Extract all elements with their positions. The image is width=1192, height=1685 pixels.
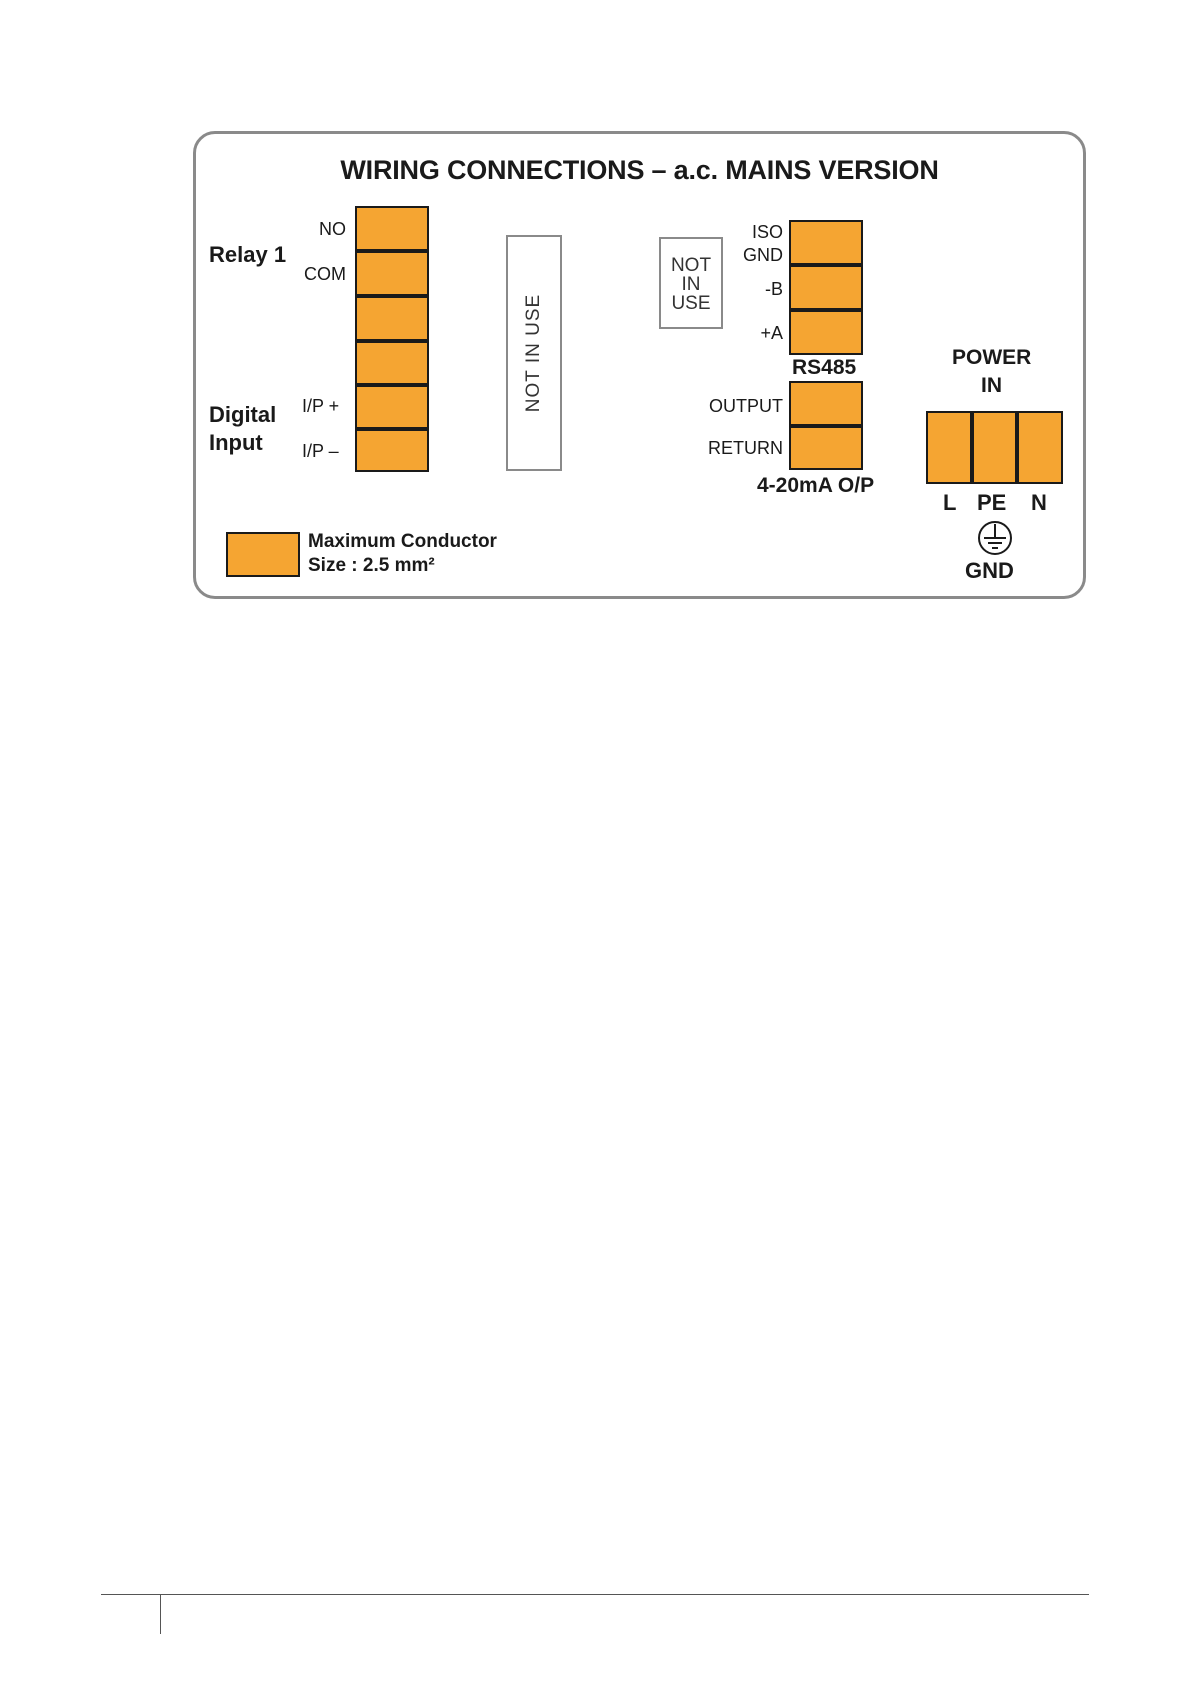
terminal-blank-1 — [355, 296, 429, 341]
terminal-minus-b — [789, 265, 863, 310]
ip-plus-label: I/P + — [302, 396, 340, 416]
terminal-power-pe — [972, 411, 1017, 484]
footer-rule — [101, 1594, 1089, 1595]
power-in-line2: IN — [981, 374, 1002, 397]
power-n-label: N — [1031, 490, 1047, 515]
legend-line1: Maximum Conductor — [308, 531, 497, 552]
relay-no-label: NO — [319, 219, 346, 239]
terminal-iso-gnd — [789, 220, 863, 265]
return-label: RETURN — [708, 438, 783, 458]
plus-a-label: +A — [760, 323, 783, 343]
legend-line2: Size : 2.5 mm² — [308, 555, 435, 576]
terminal-power-n — [1017, 411, 1063, 484]
not-in-use-small-line3: USE — [671, 293, 711, 314]
output-label: OUTPUT — [709, 396, 783, 416]
not-in-use-vertical-text: NOT IN USE — [523, 293, 544, 413]
ip-minus-label: I/P – — [302, 441, 339, 461]
terminal-ip-minus — [355, 429, 429, 472]
not-in-use-small-box — [659, 237, 723, 329]
footer-tick — [160, 1594, 161, 1634]
terminal-return — [789, 426, 863, 470]
terminal-power-l — [926, 411, 972, 484]
power-pe-label: PE — [977, 490, 1007, 515]
terminal-relay-com — [355, 251, 429, 296]
terminal-ip-plus — [355, 385, 429, 429]
power-gnd-label: GND — [965, 558, 1014, 583]
rs485-caption: RS485 — [792, 356, 857, 379]
relay-com-label: COM — [304, 264, 346, 284]
legend-swatch — [226, 532, 300, 577]
terminal-plus-a — [789, 310, 863, 355]
diagram-title: WIRING CONNECTIONS – a.c. MAINS VERSION — [340, 155, 939, 185]
not-in-use-vertical-box — [506, 235, 562, 471]
iso-label: ISO — [751, 222, 783, 242]
terminal-blank-2 — [355, 341, 429, 385]
not-in-use-small-line2: IN — [681, 274, 701, 295]
earth-ground-icon — [976, 519, 1014, 557]
power-l-label: L — [943, 490, 957, 515]
iso-gnd-label: GND — [743, 245, 783, 265]
digital-input-label-line1: Digital — [209, 402, 277, 427]
analog-output-caption: 4-20mA O/P — [757, 474, 875, 497]
relay-group-label: Relay 1 — [209, 242, 287, 267]
minus-b-label: -B — [765, 279, 783, 299]
digital-input-label-line2: Input — [209, 430, 263, 455]
not-in-use-small-line1: NOT — [670, 255, 712, 276]
terminal-relay-no — [355, 206, 429, 251]
power-in-line1: POWER — [952, 346, 1032, 369]
terminal-output — [789, 381, 863, 426]
